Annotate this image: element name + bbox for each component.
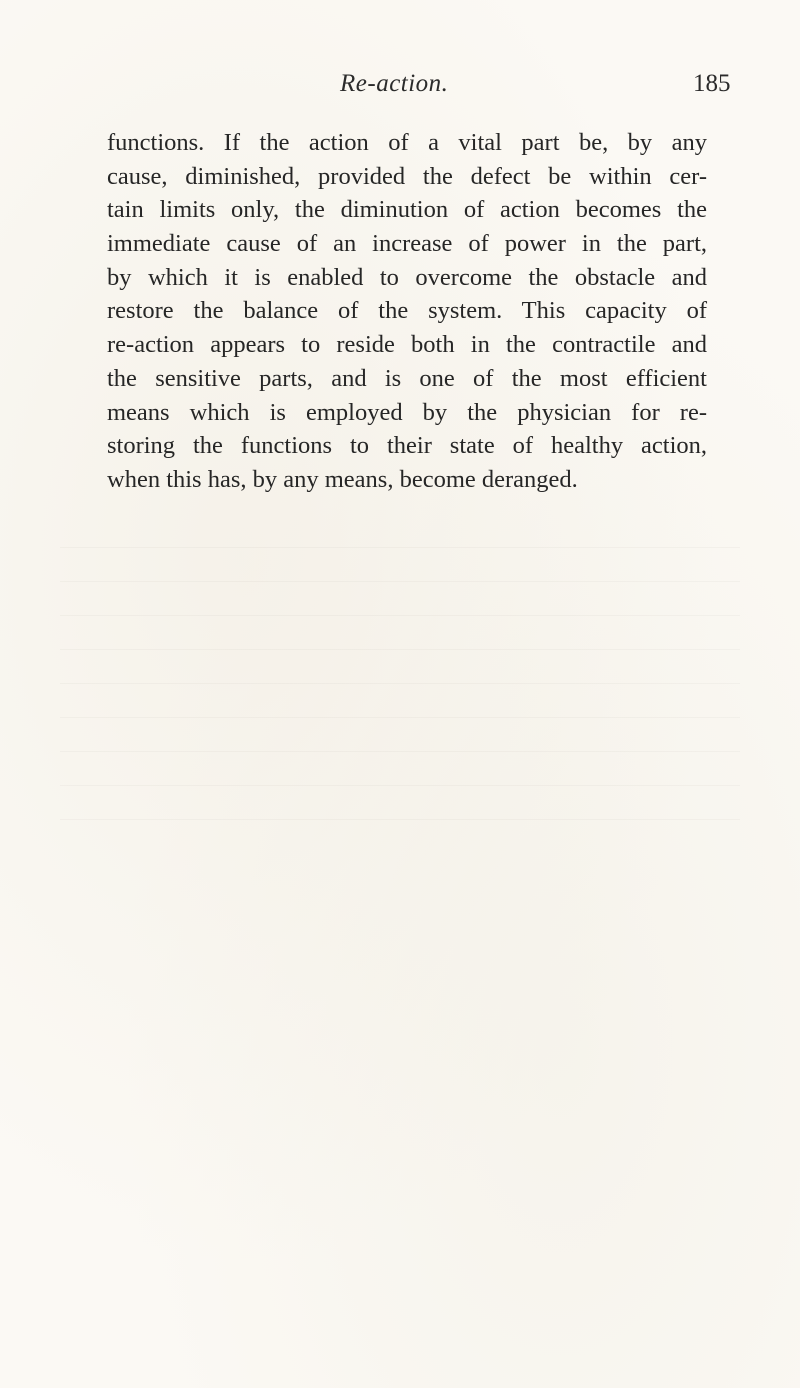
text-line: re-action appears to reside both in the contractile and xyxy=(107,331,707,359)
running-head: Re-action. xyxy=(340,70,449,97)
text-line: cause, diminished, provided the defect be within cer- xyxy=(107,162,707,190)
text-line: tain limits only, the diminution of action becomes the xyxy=(107,196,707,224)
text-line: when this has, by any means, become deranged. xyxy=(107,465,578,493)
text-line: means which is employed by the physician for re- xyxy=(107,398,707,426)
text-line: functions. If the action of a vital part be, by any xyxy=(107,129,707,156)
text-line: the sensitive parts, and is one of the most efficient xyxy=(107,364,707,392)
text-line: by which it is enabled to overcome the obstacle and xyxy=(107,263,707,291)
text-line: restore the balance of the system. This capacity of xyxy=(107,297,707,325)
show-through-texture xyxy=(60,520,740,820)
page-header xyxy=(0,70,800,110)
page-number: 185 xyxy=(693,70,731,97)
text-line: storing the functions to their state of healthy action, xyxy=(107,432,707,460)
text-line: immediate cause of an increase of power in the part, xyxy=(107,230,707,258)
body-paragraph xyxy=(107,126,707,497)
